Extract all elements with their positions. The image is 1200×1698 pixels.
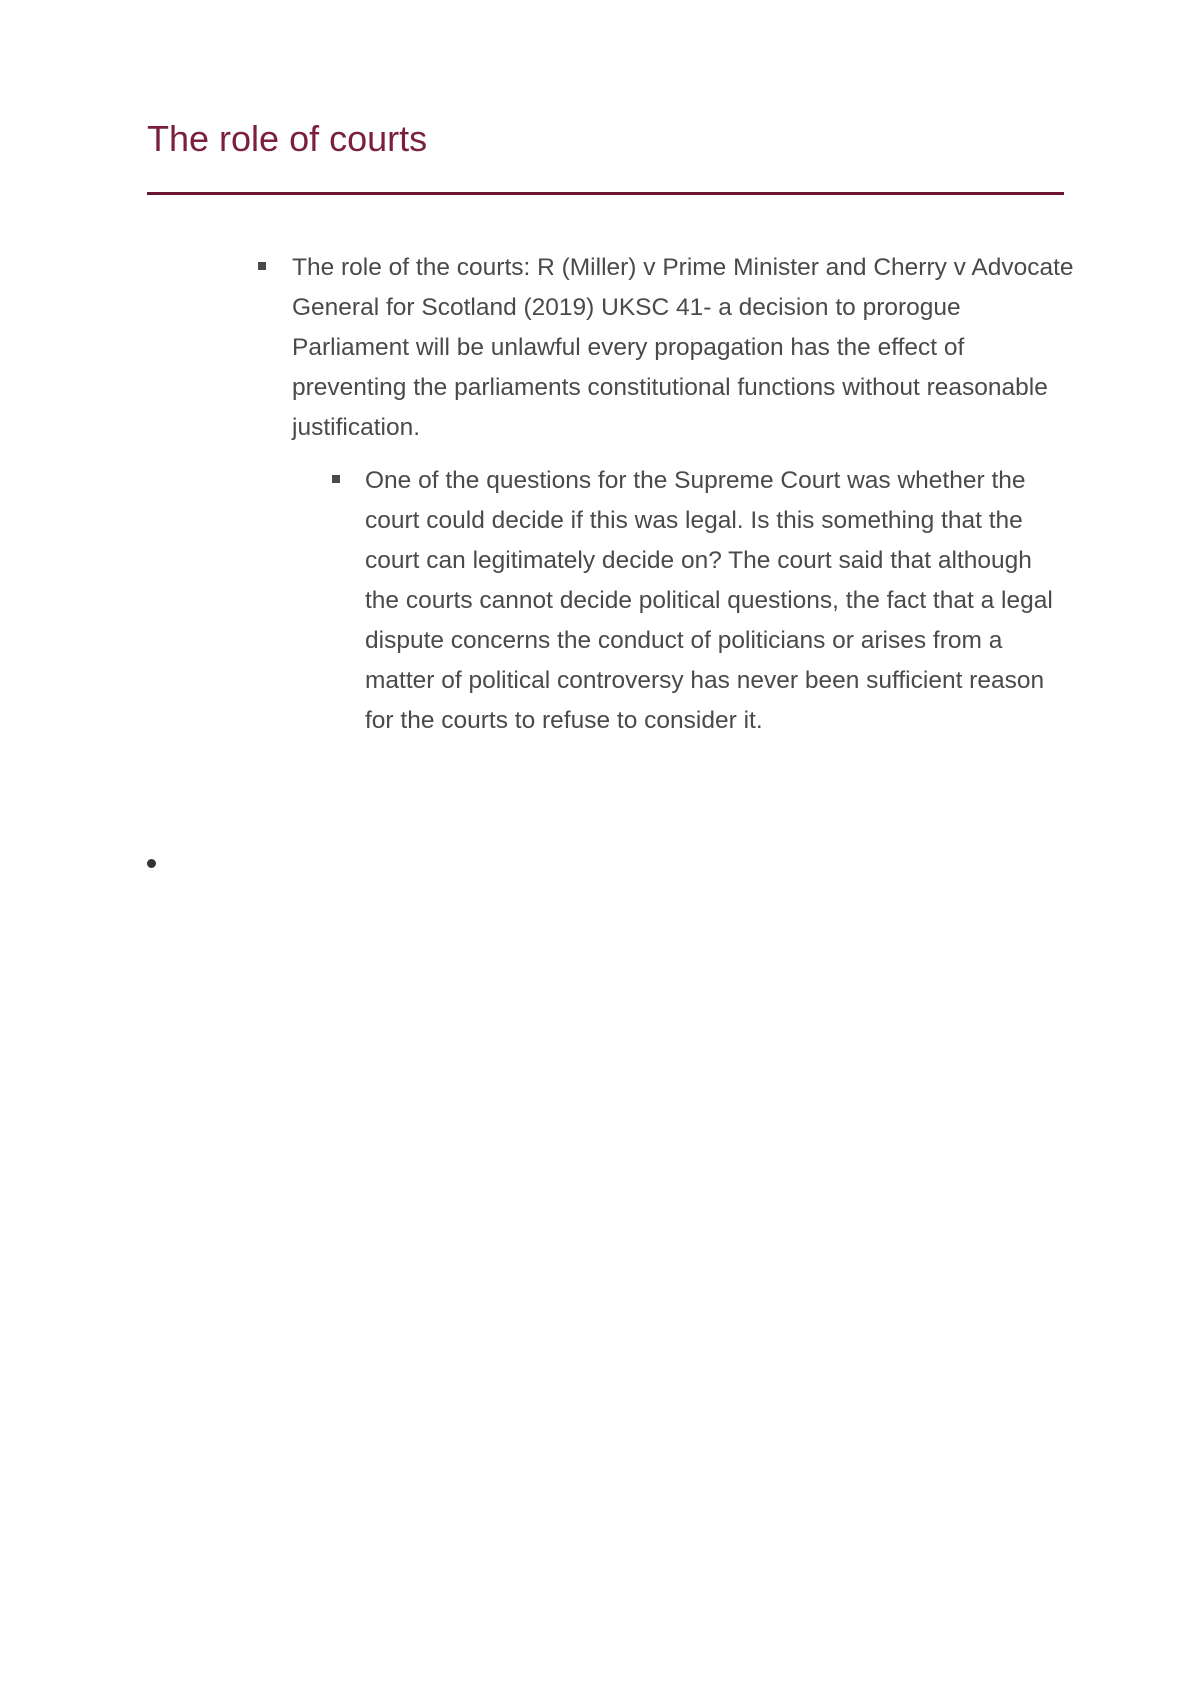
bullet-item-level-1: The role of the courts: R (Miller) v Prime Minister and Cherry v Advocate General for Scotland (2019) UKSC 41- a decision to prorogue Parliament will be unlawful every propagation has the effect of preventing the parliaments constitutional functions without reasonable justification.	[292, 254, 1074, 441]
square-bullet-icon	[332, 475, 340, 483]
square-bullet-icon	[258, 262, 266, 270]
title-divider	[147, 192, 1064, 195]
page-title: The role of courts	[147, 118, 428, 159]
empty-bullet-dot-icon	[147, 859, 156, 868]
bullet-item-level-2: One of the questions for the Supreme Court was whether the court could decide if this was legal. Is this something that the court can legitimately decide on? The court said that although the courts cannot decide political questions, the fact that a legal dispute concerns the conduct of politicians or arises from a matter of political controversy has never been sufficient reason for the courts to refuse to consider it.	[365, 467, 1053, 734]
